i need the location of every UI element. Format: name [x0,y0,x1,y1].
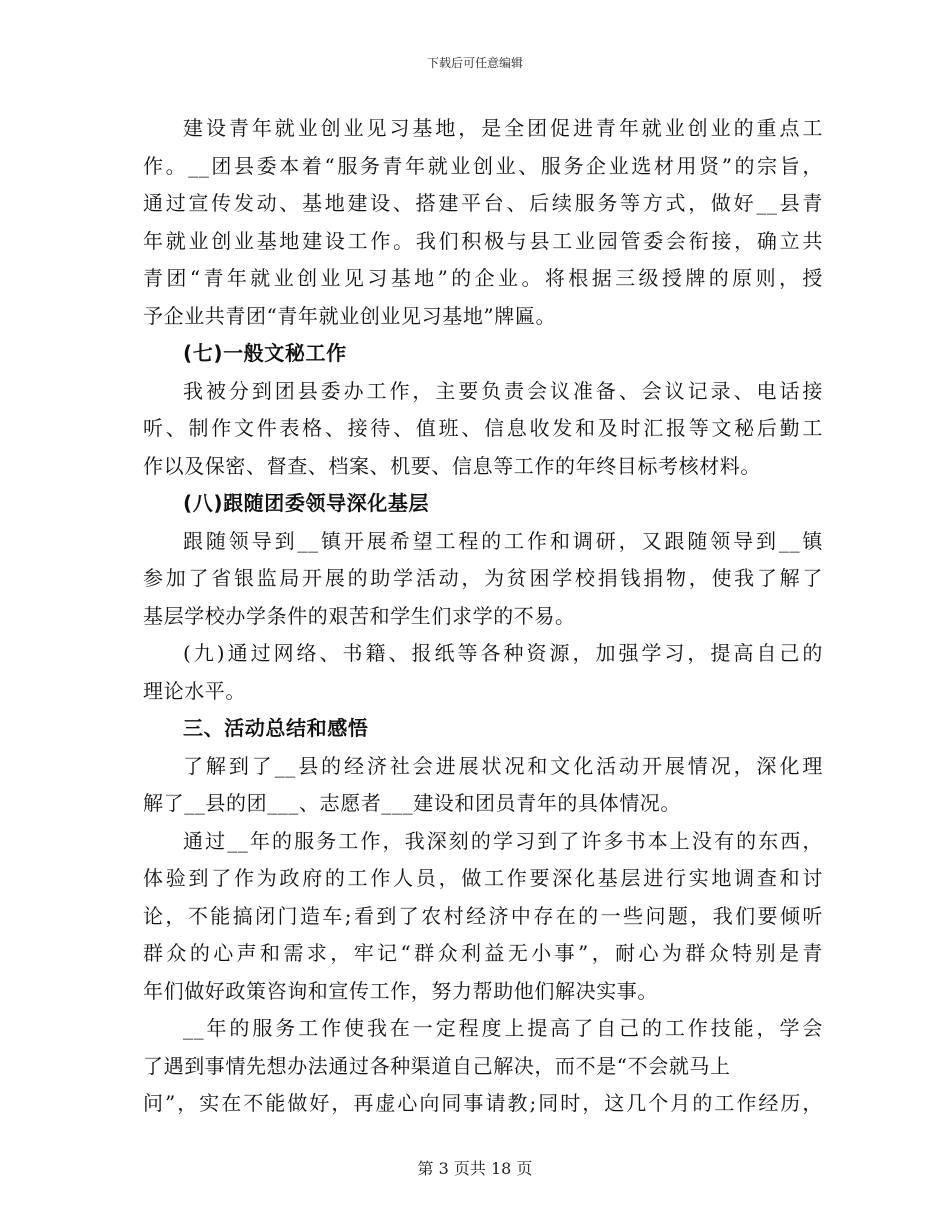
paragraph-line: 通过宣传发动、基地建设、搭建平台、后续服务等方式，做好__县青 [143,191,823,215]
paragraph-line: 予企业共青团“青年就业创业见习基地”牌匾。 [143,303,557,328]
paragraph-line: 通过__年的服务工作，我深刻的学习到了许多书本上没有的东西， [183,828,823,853]
paragraph-line: 群众的心声和需求，牢记“群众利益无小事”，耐心为群众特别是青 [143,941,823,965]
paragraph-line: 了解到了__县的经济社会进展状况和文化活动开展情况，深化理 [183,753,823,778]
paragraph-line: 问”，实在不能做好，再虚心向同事请教;同时，这几个月的工作经历， [143,1091,823,1115]
paragraph-line: 听、制作文件表格、接待、值班、信息收发和及时汇报等文秘后勤工 [143,416,823,440]
paragraph-line: 年们做好政策咨询和宣传工作，努力帮助他们解决实事。 [143,978,658,1003]
paragraph-line: 了遇到事情先想办法通过各种渠道自己解决，而不是“不会就马上 [143,1053,731,1078]
paragraph-line: 参加了省银监局开展的助学活动，为贫困学校捐钱捐物，使我了解了 [143,566,823,590]
section-heading: (七)一般文秘工作 [183,341,347,365]
paragraph-line: 作。__团县委本着“服务青年就业创业、服务企业选材用贤”的宗旨， [143,153,823,178]
page-header: 下载后可任意编辑 [426,56,523,70]
paragraph-line: 青团“青年就业创业见习基地”的企业。将根据三级授牌的原则，授 [143,266,823,290]
paragraph-line: 基层学校办学条件的艰苦和学生们求学的不易。 [143,603,576,628]
paragraph-line: 解了__县的团___、志愿者___建设和团员青年的具体情况。 [143,791,681,815]
paragraph-line: 我被分到团县委办工作，主要负责会议准备、会议记录、电话接 [183,378,823,403]
paragraph-line: 体验到了作为政府的工作人员，做工作要深化基层进行实地调查和讨 [143,866,823,890]
page-footer: 第 3 页共 18 页 [417,1159,533,1178]
document-body [143,110,823,1123]
paragraph-line: 年就业创业基地建设工作。我们积极与县工业园管委会衔接，确立共 [143,228,823,253]
paragraph-line: 理论水平。 [143,678,246,703]
paragraph-line: 跟随领导到__镇开展希望工程的工作和调研，又跟随领导到__镇 [183,528,823,553]
section-heading: 三、活动总结和感悟 [183,716,369,740]
section-heading: (八)跟随团委领导深化基层 [183,491,430,515]
paragraph-line: 论，不能搞闭门造车;看到了农村经济中存在的一些问题，我们要倾听 [143,903,823,928]
paragraph-line: (九)通过网络、书籍、报纸等各种资源，加强学习，提高自己的 [183,641,823,665]
paragraph-line: __年的服务工作使我在一定程度上提高了自己的工作技能，学会 [183,1016,823,1040]
paragraph-line: 建设青年就业创业见习基地，是全团促进青年就业创业的重点工 [183,116,823,140]
paragraph-line: 作以及保密、督查、档案、机要、信息等工作的年终目标考核材料。 [143,453,761,478]
